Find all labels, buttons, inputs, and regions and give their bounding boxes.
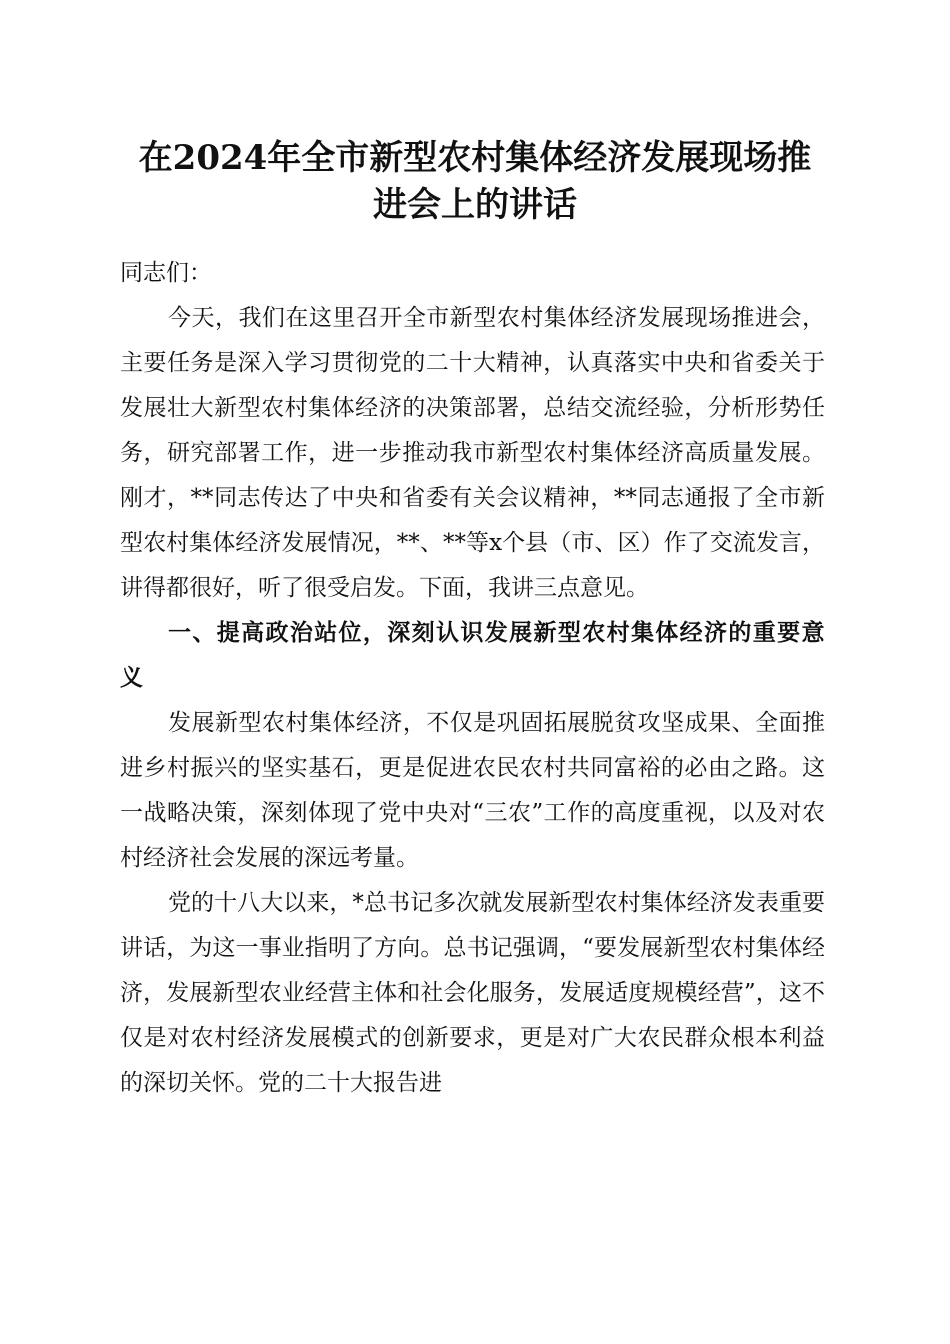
document-title — [100, 135, 850, 229]
salutation: 同志们： — [120, 260, 212, 286]
paragraph-party-congress: 党的十八大以来，*总书记多次就发展新型农村集体经济发表重要讲话，为这一事业指明了方向。总书记强调，“要发展新型农村集体经济，发展新型农业经营主体和社会化服务，发展适度规模经营”，这不仅是对农村经济发展模式的创新要求，更是对广大农民群众根本利益的深切关怀。党的二十大报告进 — [120, 890, 825, 1096]
paragraph-intro: 今天，我们在这里召开全市新型农村集体经济发展现场推进会，主要任务是深入学习贯彻党的二十大精神，认真落实中央和省委关于发展壮大新型农村集体经济的决策部署，总结交流经验，分析形势任务，研究部署工作，进一步推动我市新型农村集体经济高质量发展。刚才，**同志传达了中央和省委有关会议精神，**同志通报了全市新型农村集体经济发展情况，**、**等x个县（市、区）作了交流发言，讲得都很好，听了很受启发。下面，我讲三点意见。 — [120, 305, 825, 601]
section-heading-1: 一、提高政治站位，深刻认识发展新型农村集体经济的重要意义 — [120, 620, 825, 691]
document-body — [120, 251, 825, 1106]
paragraph-significance: 发展新型农村集体经济，不仅是巩固拓展脱贫攻坚成果、全面推进乡村振兴的坚实基石，更是促进农民农村共同富裕的必由之路。这一战略决策，深刻体现了党中央对“三农”工作的高度重视，以及对农村经济社会发展的深远考量。 — [120, 710, 825, 871]
title-line-2: 进会上的讲话 — [373, 185, 577, 225]
title-line-1: 在2024年全市新型农村集体经济发展现场推 — [138, 138, 812, 178]
